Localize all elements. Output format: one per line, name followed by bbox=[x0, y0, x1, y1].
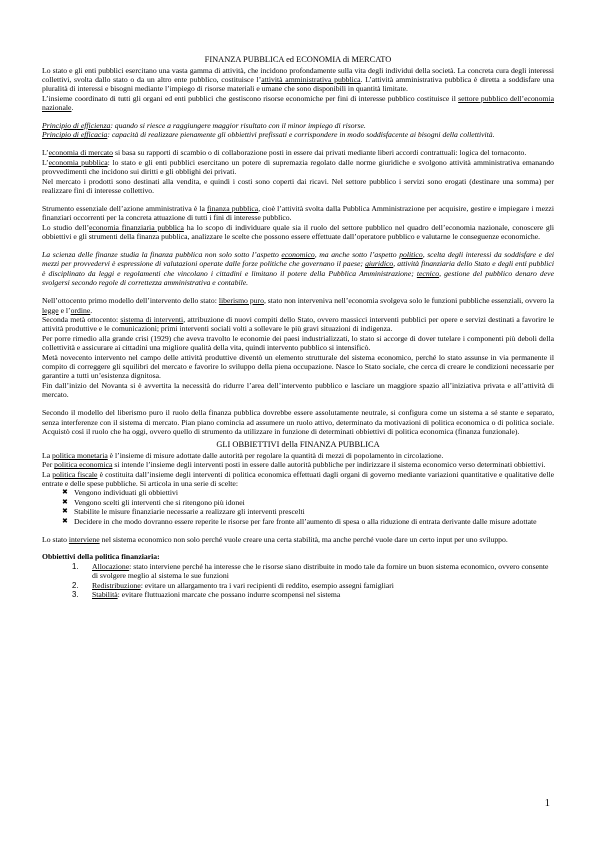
text-run: nel sistema economico non solo perché vuole creare una certa stabilità, ma anche perché vuole dare un certo input per uno sviluppo. bbox=[99, 534, 508, 544]
term-politica-economica: politica economica bbox=[54, 460, 113, 470]
list-item-text: : stato interviene perché ha interesse che le risorse siano distribuite in modo tale da fornire un buon sistema economico, ovvero consente di svolgere meglio al sistema le sue funzioni bbox=[92, 561, 549, 581]
text-run: , attribuzione di nuovi compiti dello Stato, ovvero massicci interventi pubblici per opere e servizi destinati a favorire le attività produttive e le comunicazioni; primi interventi sociali volti a sollevare le più gravi situazioni di indigenza. bbox=[42, 314, 554, 334]
text-run: L’ bbox=[42, 148, 49, 158]
text-run: , stato non interveniva nell’economia svolgeva solo le funzioni pubbliche essenziali, ovvero la bbox=[263, 296, 554, 306]
term-economia-mercato: economia di mercato bbox=[48, 148, 114, 158]
text-run: Nel mercato i prodotti sono destinati alla vendita, e quindi i costi sono coperti dai ricavi. Nel settore pubblico i servizi sono erogati (destinare una somma) per realizzare fini di interesse collettivo. bbox=[42, 176, 554, 195]
text-run: Lo stato e gli enti pubblici esercitano una vasta gamma di attività, che incidono profondamente sulla vita degli individui della società. La concreta cura degli interessi collettivi, svolta dallo stato o da un altro ente pubblico, costituisce l’ bbox=[42, 65, 554, 84]
list-item bbox=[62, 507, 554, 516]
text-run: , cioè l’attività svolta dalla Pubblica Amministrazione per acquisire, gestire e impiegare i mezzi finanziari occorrenti per la concreta attuazione di tutti i fini di interesse pubblico. bbox=[42, 203, 554, 223]
text-run: : lo stato e gli enti pubblici esercitano un potere di supremazia regolato dalle norme giuridiche e svolgono attività amministrativa emanando provvedimenti che incidono sui diritti e gli obblighi dei privati. bbox=[42, 157, 555, 177]
list-number: 2. bbox=[72, 580, 79, 590]
term-liberismo-puro: liberismo puro bbox=[218, 296, 264, 306]
text-run: si intende l’insieme degli interventi posti in essere dalle autorità pubbliche per indirizzare il sistema economico verso determinati obbiettivi. bbox=[112, 460, 546, 470]
list-item bbox=[72, 590, 554, 600]
text-run: è l’insieme di misure adottate dalle autorità per regolare la quantità di mezzi di popolamento in circolazione. bbox=[107, 450, 444, 460]
text-run: Fin dall’inizio del Novanta si è avvertita la necessità do ridurre l’area dell’intervento pubblico e lasciare un maggiore spazio all’iniziativa privata e all’attività di mercato. bbox=[42, 380, 554, 400]
text-run: Per porre rimedio alla grande crisi (1929) che aveva travolto le economie dei paesi industrializzati, lo stato si accorge di dover tutelare i componenti più deboli della collettività e assicurare ai cittadini una migliore qualità della vita, quindi intervento pubblico si intensificò. bbox=[42, 333, 554, 353]
history-paragraph bbox=[42, 296, 554, 399]
text-run: Seconda metà ottocento: bbox=[42, 314, 121, 324]
text-run: Nell’ottocento primo modello dell’intervento dello stato: bbox=[42, 296, 219, 306]
text-run: La scienza delle finanze studia la finanza pubblica non solo sotto l’aspetto bbox=[42, 250, 282, 259]
choices-list bbox=[42, 488, 554, 526]
objectives-heading: Obbiettivi della politica finanziaria: bbox=[42, 552, 160, 562]
term-ordine: ordine bbox=[70, 305, 91, 315]
term-giuridico: giuridico bbox=[365, 259, 394, 269]
model-paragraph bbox=[42, 408, 554, 436]
cross-bullet-icon: ✖ bbox=[62, 516, 68, 525]
text-run: : capacità di realizzare pienamente gli obbiettivi prefissati e corrispondere in modo soddisfacente ai bisogni della collettività. bbox=[107, 130, 495, 140]
list-item-text: : evitare un allargamento tra i vari recipienti di reddito, esempio assegni famigliari bbox=[140, 580, 394, 590]
text-run: : quando si riesce a raggiungere maggior risultato con il minor impiego di risorse. bbox=[110, 121, 366, 131]
term-politica-monetaria: politica monetaria bbox=[52, 450, 108, 460]
list-item-text: Stabilite le misure finanziarie necessarie a realizzare gli interventi prescelti bbox=[74, 507, 305, 517]
term-principio-efficienza: Principio di efficienza bbox=[42, 121, 111, 131]
cross-bullet-icon: ✖ bbox=[62, 507, 68, 516]
list-item-text: Vengono individuati gli obbiettivi bbox=[74, 488, 178, 498]
text-run: Secondo il modello del liberismo puro il ruolo della finanza pubblica dovrebbe essere assolutamente neutrale, si configura come un sistema a sé stante e separato, senza interferenze con il sistema di mercato. Pian piano comincia ad assumere un ruolo attivo, determinato da motivazioni di politica economica o di politica sociale. Acquistò così il ruolo che ha oggi, ovvero quello di strumento da utilizzare in funzione di determinati obbiettivi di politica economica (finanza funzionale). bbox=[42, 408, 554, 436]
list-item-text: : evitare fluttuazioni marcate che possano indurre scompensi nel sistema bbox=[117, 590, 341, 600]
term-politico: politico bbox=[399, 250, 423, 259]
economy-paragraph bbox=[42, 148, 554, 195]
text-run: . bbox=[71, 103, 74, 113]
cross-bullet-icon: ✖ bbox=[62, 497, 68, 506]
list-item-text: Vengono scelti gli interventi che si ritengono più idonei bbox=[74, 497, 245, 507]
term-tecnico: tecnico bbox=[416, 268, 440, 278]
section-title-obbiettivi: GLI OBBIETTIVI della FINANZA PUBBLICA bbox=[216, 440, 380, 450]
text-run: L’insieme coordinato di tutti gli organi ed enti pubblici che gestiscono risorse economiche per fini di interesse pubblico costituisce il bbox=[42, 93, 459, 103]
text-run: . bbox=[90, 305, 93, 315]
text-run: Per bbox=[42, 460, 55, 470]
text-run: L’ bbox=[42, 157, 49, 167]
text-run: , attività finanziaria dello Stato e degli enti pubblici è disciplinato da leggi e regolamenti che vincolano i cittadini e limitano il potere della Pubblica Amministrazione; bbox=[42, 259, 554, 278]
term-economia-finanziaria: economia finanziaria pubblica bbox=[89, 222, 184, 232]
text-run: . L’attività amministrativa pubblica è diretta a soddisfare una pluralità di interessi e bisogni mediante l’impiego di risorse materiali e umane che sono disponibili in quantità limitate. bbox=[42, 74, 555, 94]
intervention-paragraph bbox=[42, 535, 554, 544]
text-run: è costituita dall’insieme degli interventi di politica economica effettuati dagli organi di governo mediante variazioni quantitative e qualitative delle entrate e delle spese pubbliche. Si articola in una serie di scelte: bbox=[42, 469, 555, 489]
term-sistema-interventi: sistema di interventi bbox=[120, 314, 184, 324]
principles-paragraph bbox=[42, 121, 554, 140]
term-attivita-amministrativa: attività amministrativa pubblica bbox=[261, 74, 361, 84]
term-interviene: interviene bbox=[68, 534, 100, 544]
term-economico: economico bbox=[281, 250, 315, 259]
text-run: La bbox=[42, 469, 53, 479]
document-title: FINANZA PUBBLICA ed ECONOMIA di MERCATO bbox=[204, 55, 392, 64]
list-item bbox=[62, 517, 554, 526]
text-run: Metà novecento intervento nel campo delle attività produttive diventò un elemento strutturale del sistema economico, perché lo stato assunse in via permanente il compito di correggere gli squilibri del mercato e favorire lo sviluppo della piena occupazione. Nasce lo Stato sociale, che cerca di creare le condizioni necessarie per garantire a tutti un’esistenza dignitosa. bbox=[42, 352, 554, 381]
finance-paragraph bbox=[42, 204, 554, 242]
text-run: Lo studio dell’ bbox=[42, 222, 90, 232]
document-page bbox=[42, 55, 554, 600]
list-item bbox=[72, 561, 554, 581]
text-run: Strumento essenziale dell’azione amministrativa è la bbox=[42, 203, 207, 213]
term-politica-fiscale: politica fiscale bbox=[52, 469, 98, 479]
science-paragraph bbox=[42, 250, 554, 288]
list-number: 3. bbox=[72, 590, 79, 600]
text-run: , scelta degli interessi da soddisfare e dei mezzi per provvedervi è espressione di valutazioni operate dalle forze politiche che governano il paese; bbox=[42, 250, 554, 269]
list-item bbox=[72, 580, 554, 590]
text-run: La bbox=[42, 450, 53, 460]
term-stabilita: Stabilità bbox=[92, 590, 118, 600]
list-item bbox=[62, 498, 554, 507]
text-run: , gestione del pubblico denaro deve svolgersi secondo regole di correttezza amministrativa e contabile. bbox=[42, 268, 554, 288]
list-item-text: Decidere in che modo dovranno essere reperite le risorse per fare fronte all’aumento di spesa o alla riduzione di entrata derivante dalle misure adottate bbox=[74, 516, 537, 526]
term-redistribuzione: Redistribuzione bbox=[92, 580, 141, 590]
term-principio-efficacia: Principio di efficacia bbox=[42, 130, 108, 140]
term-finanza-pubblica: finanza pubblica bbox=[207, 203, 259, 213]
term-settore-pubblico: settore pubblico dell’economia nazionale bbox=[42, 93, 554, 113]
page-number: 1 bbox=[544, 798, 550, 809]
term-economia-pubblica: economia pubblica bbox=[48, 157, 108, 167]
intro-paragraph bbox=[42, 66, 554, 113]
text-run: ha lo scopo di individuare quale sia il ruolo del settore pubblico nel quadro dell’economia nazionale, conoscere gli obbiettivi e gli strumenti della finanza pubblica, analizzare le scelte che possono essere effettuate dall’operatore pubblico e valutarne le conseguenze economiche. bbox=[42, 222, 555, 242]
text-run: si basa su rapporti di scambio o di collaborazione posti in essere dai privati mediante liberi accordi contrattuali: logica del tornaconto. bbox=[113, 148, 527, 158]
text-run: , ma anche sotto l’aspetto bbox=[314, 250, 400, 259]
text-run: e l’ bbox=[58, 305, 71, 315]
list-number: 1. bbox=[72, 561, 79, 571]
text-run: Lo stato bbox=[42, 534, 69, 544]
cross-bullet-icon: ✖ bbox=[62, 488, 68, 497]
term-allocazione: Allocazione bbox=[92, 561, 130, 571]
objectives-list bbox=[42, 562, 554, 600]
term-legge: legge bbox=[42, 305, 59, 315]
list-item bbox=[62, 488, 554, 497]
policy-paragraph bbox=[42, 451, 554, 489]
